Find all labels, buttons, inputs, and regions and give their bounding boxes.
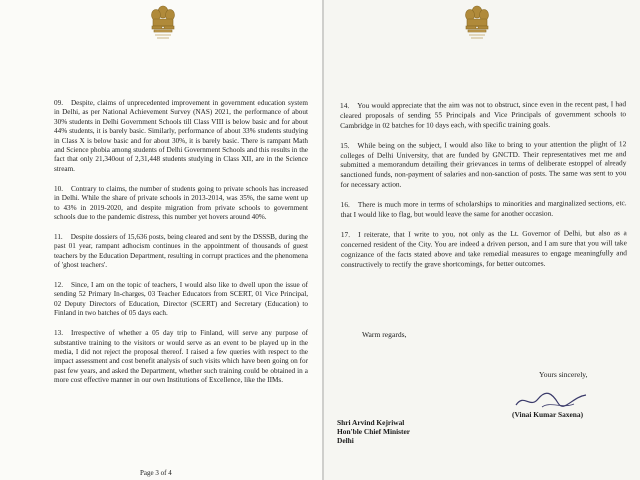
paragraph-17: 17. I reiterate, that I write to you, not only as the Lt. Governor of Delhi, but also as a concerned resident of the City. You are indeed a driven person, and I am sure that you will take cognizance of the facts stated above and take remedial measures to engage meaningfully and constructively to rectify the grave shortcomings, for better outcomes. — [340, 228, 627, 269]
addressee-place: Delhi — [337, 436, 354, 445]
paragraph-09: 09. Despite, claims of unprecedented improvement in government education system in Delhi, as per National Achievement Survey (NAS) 2021, the performance of about 30% students in Delhi Government Schools till Class VIII is below basic and for about 44% students, it is barely basic. Similarly, performance of about 33% students studying in Class X is below basic and for about 30%, it is barely basic. There is rampant Math and Science phobia among students of Delhi Government Schools and this results in the fact that only 21,340out of 2,31,448 students studying in Class XII, are in the Science stream. — [54, 99, 308, 173]
state-emblem-icon — [460, 3, 494, 43]
salutation: Warm regards, — [362, 330, 407, 339]
letter-body-left — [54, 99, 308, 396]
letter-body-right — [340, 99, 627, 280]
addressee-title: Hon'ble Chief Minister — [337, 427, 411, 436]
addressee-block — [337, 418, 410, 445]
paragraph-10: 10. Contrary to claims, the number of students going to private schools has increased in Delhi. While the share of private schools in 2013-2014, was 35%, the same went up to 43% in 2019-2020, and despite migration from private schools to government schools due to the pandemic distress, this number yet hovers around 40%. — [54, 184, 308, 221]
addressee-name: Shri Arvind Kejriwal — [337, 418, 405, 427]
page-footer: Page 3 of 4 — [140, 469, 172, 477]
paragraph-15: 15. While being on the subject, I would also like to bring to your attention the plight of 12 colleges of Delhi University, that are funded by GNCTD. Their representatives met me and submitted a memorandum detailing their grievances in terms of deliberate estoppel of already sanctioned funds, non-payment of salaries and non-sanction of posts. The same was sent to you for necessary action. — [340, 139, 627, 190]
paragraph-13: 13. Irrespective of whether a 05 day trip to Finland, will serve any purpose of substantive training to the visitors or would serve as an event to be played up in the media, I did not reject the proposal thereof. I raised a few queries with respect to the impact assessment and cost benefit analysis of such visits which have been going on for past few years, and asked the Department, whether such training could be obtained in a more cost effective manner in our own Institutions of Excellence, like the IIMs. — [54, 329, 308, 385]
letter-page-4 — [324, 0, 640, 480]
paragraph-14: 14. You would appreciate that the aim was not to obstruct, since even in the recent past, I had cleared proposals of sending 55 Principals and Vice Principals of government schools to Cambridge in 02 batches for 10 days each, with specific training goals. — [340, 99, 627, 130]
closing-line: Yours sincerely, — [539, 370, 588, 379]
signatory-name: (Vinai Kumar Saxena) — [512, 410, 584, 419]
paragraph-11: 11. Despite dossiers of 15,636 posts, being cleared and sent by the DSSSB, during the past 01 year, rampant adhocism continues in the appointment of thousands of guest teachers by the Education Department, resulting in corrupt practices and the phenomena of 'ghost teachers'. — [54, 232, 308, 270]
paragraph-16: 16. There is much more in terms of scholarships to minorities and marginalized sections, etc. that I would like to flag, but would leave the same for another occasion. — [340, 198, 627, 220]
paragraph-12: 12. Since, I am on the topic of teachers, I would also like to dwell upon the issue of sending 52 Primary In-charges, 03 Teacher Educators from SCERT, 01 Vice Principal, 02 Deputy Directors of Education, Director (SCERT) and Secretary (Education) to Finland in two batches of 05 days each. — [54, 281, 308, 318]
state-emblem-icon — [146, 3, 180, 43]
handwritten-signature-icon — [512, 389, 590, 411]
